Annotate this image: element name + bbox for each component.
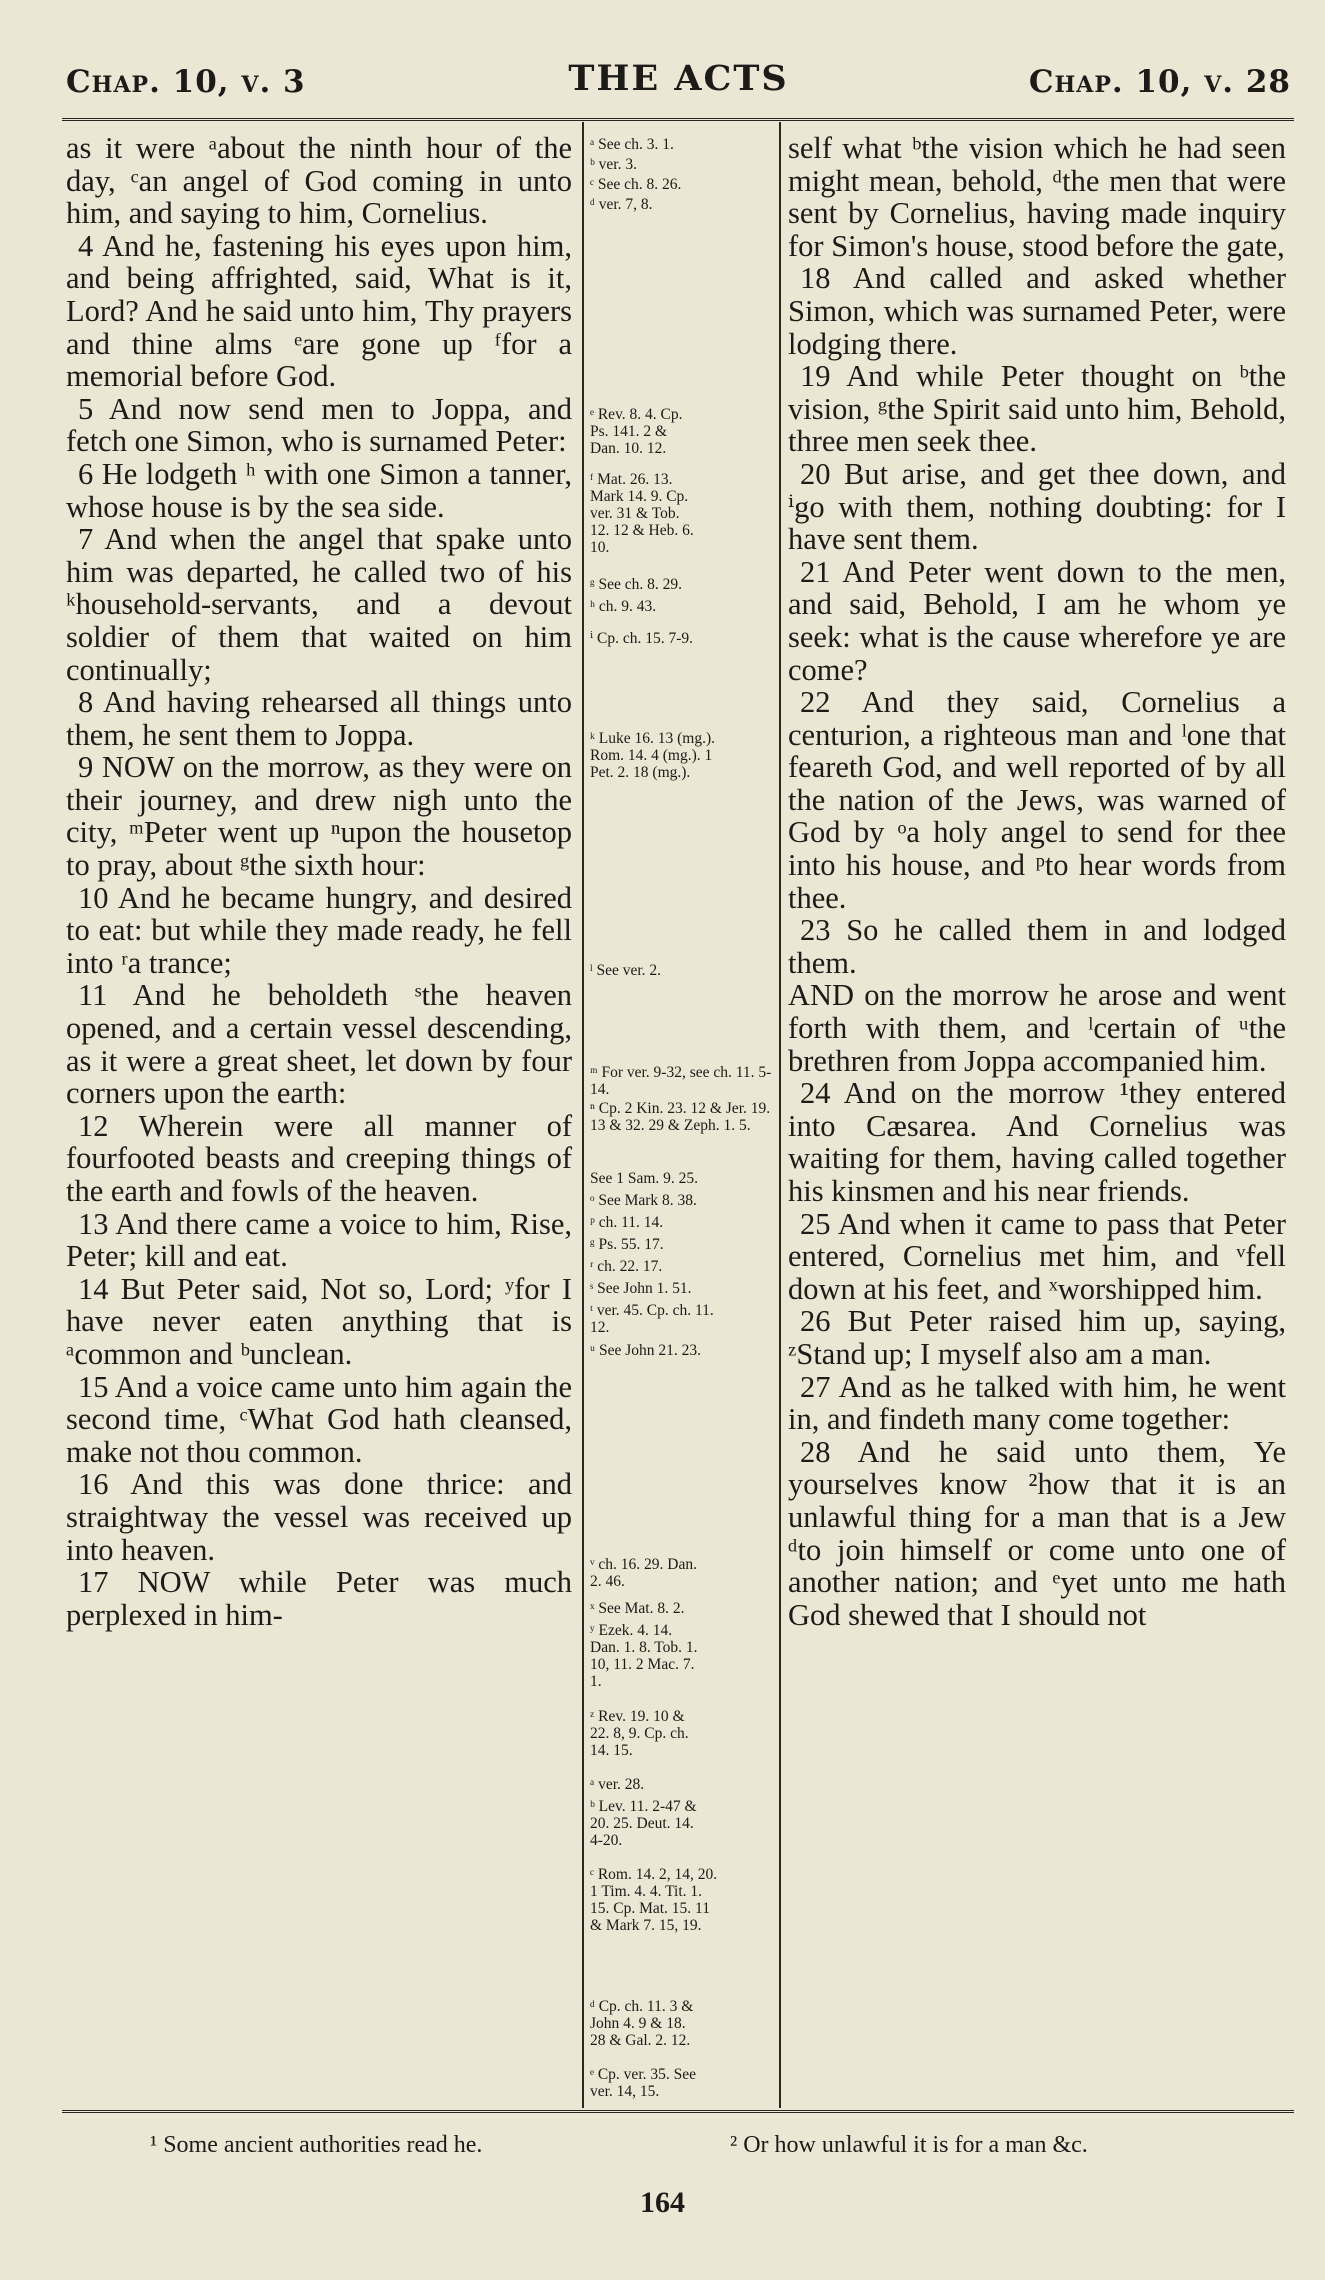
margin-note: ᶜ See ch. 8. 26. [590, 176, 682, 193]
verse-paragraph: 10 And he became hungry, and desired to eat: but while they made ready, he fell into ʳa trance; [66, 880, 572, 980]
footer-rule [62, 2110, 1294, 2113]
verse-paragraph: 14 But Peter said, Not so, Lord; ʸfor I have never eaten anything that is ᵃcommon and ᵇunclean. [66, 1271, 572, 1371]
margin-note: ᵃ See ch. 3. 1. [590, 136, 674, 153]
margin-note: ᵖ ch. 11. 14. [590, 1214, 664, 1231]
verse-paragraph: 19 And while Peter thought on ᵇthe vision, ᵍthe Spirit said unto him, Behold, three men seek thee. [788, 359, 1286, 459]
margin-note: ⁿ Cp. 2 Kin. 23. 12 & Jer. 19. 13 & 32. 29 & Zeph. 1. 5. [590, 1100, 771, 1134]
running-header [66, 58, 1291, 108]
verse-paragraph: 13 And there came a voice to him, Rise, Peter; kill and eat. [66, 1206, 572, 1274]
verse-paragraph: 24 And on the morrow ¹they entered into Cæsarea. And Cornelius was waiting for them, having called together his kinsmen and his near friends. [788, 1076, 1286, 1208]
footnote-2: ² Or how unlawful it is for a man &c. [730, 2132, 1088, 2158]
margin-note: ˡ See ver. 2. [590, 962, 662, 979]
verse-paragraph: 21 And Peter went down to the men, and said, Behold, I am he whom ye seek: what is the cause wherefore ye are come? [788, 554, 1286, 687]
verse-paragraph: 28 And he said unto them, Ye yourselves know ²how that it is an unlawful thing for a man that is a Jew ᵈto join himself or come unto one of another nation; and ᵉyet unto me hath God shewed that I should not [788, 1434, 1286, 1632]
column-divider-left [582, 122, 584, 2108]
verse-paragraph: 20 But arise, and get thee down, and ⁱgo with them, nothing doubting: for I have sent them. [788, 456, 1286, 557]
margin-note: ʰ ch. 9. 43. [590, 598, 657, 615]
margin-note: ᶠ Mat. 26. 13. Mark 14. 9. Cp. ver. 31 & Tob. 12. 12 & Heb. 6. 10. [590, 471, 694, 556]
header-book-title: THE ACTS [568, 58, 789, 99]
verse-paragraph: 7 And when the angel that spake unto him was departed, he called two of his ᵏhousehold-servants, and a devout soldier of them that waited on him continually; [66, 522, 572, 687]
verse-paragraph: 5 And now send men to Joppa, and fetch one Simon, who is surnamed Peter: [66, 391, 572, 459]
verse-paragraph: 25 And when it came to pass that Peter entered, Cornelius met him, and ᵛfell down at his feet, and ˣworshipped him. [788, 1206, 1286, 1306]
left-text-column [66, 132, 572, 1631]
footnote-1: ¹ Some ancient authorities read he. [150, 2132, 483, 2158]
verse-paragraph: 17 NOW while Peter was much perplexed in him- [66, 1565, 572, 1632]
verse-paragraph: 26 But Peter raised him up, saying, ᶻStand up; I myself also am a man. [788, 1304, 1286, 1371]
page-number: 164 [640, 2186, 685, 2219]
verse-paragraph: 6 He lodgeth ʰ with one Simon a tanner, whose house is by the sea side. [66, 456, 572, 524]
margin-note: See 1 Sam. 9. 25. [590, 1170, 699, 1187]
margin-note: ᵈ Cp. ch. 11. 3 & John 4. 9 & 18. 28 & Gal. 2. 12. [590, 1998, 694, 2049]
verse-paragraph: 12 Wherein were all manner of fourfooted beasts and creeping things of the earth and fowls of the heaven. [66, 1108, 572, 1208]
verse-paragraph: 4 And he, fastening his eyes upon him, and being affrighted, said, What is it, Lord? And he said unto him, Thy prayers and thine alms ᵉare gone up ᶠfor a memorial before God. [66, 228, 572, 394]
verse-paragraph: 11 And he beholdeth ˢthe heaven opened, and a certain vessel descending, as it were a great sheet, let down by four corners upon the earth: [66, 978, 572, 1111]
verse-paragraph: 27 And as he talked with him, he went in, and findeth many come together: [788, 1369, 1286, 1437]
margin-note: ᵐ For ver. 9-32, see ch. 11. 5-14. [590, 1064, 772, 1098]
verse-paragraph: 9 NOW on the morrow, as they were on their journey, and drew nigh unto the city, ᵐPeter went up ⁿupon the housetop to pray, about ᵍthe sixth hour: [66, 750, 572, 883]
verse-paragraph: 23 So he called them in and lodged them. [788, 913, 1286, 980]
margin-note: ⁱ Cp. ch. 15. 7-9. [590, 630, 693, 647]
verse-paragraph: 18 And called and asked whether Simon, which was surnamed Peter, were lodging there. [788, 261, 1286, 361]
margin-note: ˢ See John 1. 51. [590, 1280, 692, 1297]
margin-note: ᵏ Luke 16. 13 (mg.). Rom. 14. 4 (mg.). 1 Pet. 2. 18 (mg.). [590, 730, 715, 781]
verse-paragraph: 22 And they said, Cornelius a centurion, a righteous man and ˡone that feareth God, and well reported of by all the nation of the Jews, was warned of God by ᵒa holy angel to send for thee into his house, and ᵖto hear words from thee. [788, 685, 1286, 915]
margin-note: ᵒ See Mark 8. 38. [590, 1192, 697, 1209]
margin-note: ᵈ ver. 7, 8. [590, 196, 653, 213]
verse-paragraph: self what ᵇthe vision which he had seen might mean, behold, ᵈthe men that were sent by Cornelius, having made inquiry for Simon's house, stood before the gate, [788, 131, 1286, 263]
margin-note: ᵍ Ps. 55. 17. [590, 1236, 664, 1253]
margin-note: ᵗ ver. 45. Cp. ch. 11. 12. [590, 1302, 714, 1336]
right-text-column [788, 132, 1286, 1631]
margin-note: ᶻ Rev. 19. 10 & 22. 8, 9. Cp. ch. 14. 15. [590, 1708, 689, 1759]
margin-note: ᵉ Rev. 8. 4. Cp. Ps. 141. 2 & Dan. 10. 12. [590, 406, 683, 457]
verse-paragraph: 16 And this was done thrice: and straightway the vessel was received up into heaven. [66, 1467, 572, 1567]
margin-note: ᵉ Cp. ver. 35. See ver. 14, 15. [590, 2066, 697, 2100]
verse-paragraph: 15 And a voice came unto him again the second time, ᶜWhat God hath cleansed, make not thou common. [66, 1369, 572, 1469]
margin-note: ᵃ ver. 28. [590, 1776, 645, 1793]
verse-paragraph: 8 And having rehearsed all things unto them, he sent them to Joppa. [66, 685, 572, 752]
verse-paragraph: as it were ᵃabout the ninth hour of the day, ᶜan angel of God coming in unto him, and saying to him, Cornelius. [66, 131, 572, 231]
margin-note: ᶜ Rom. 14. 2, 14, 20. 1 Tim. 4. 4. Tit. 1. 15. Cp. Mat. 15. 11 & Mark 7. 15, 19. [590, 1866, 718, 1934]
margin-note: ᵇ Lev. 11. 2-47 & 20. 25. Deut. 14. 4-20. [590, 1798, 697, 1849]
header-chapter-end: Chap. 10, v. 28 [1028, 64, 1291, 100]
margin-note: ᵇ ver. 3. [590, 156, 637, 173]
margin-note: ᵘ See John 21. 23. [590, 1342, 701, 1359]
header-chapter-start: Chap. 10, v. 3 [66, 64, 306, 100]
margin-note: ᵍ See ch. 8. 29. [590, 576, 683, 593]
verse-paragraph: AND on the morrow he arose and went forth with them, and ˡcertain of ᵘthe brethren from Joppa accompanied him. [788, 978, 1286, 1078]
margin-note: ᵛ ch. 16. 29. Dan. 2. 46. [590, 1556, 698, 1590]
margin-note: ʸ Ezek. 4. 14. Dan. 1. 8. Tob. 1. 10, 11. 2 Mac. 7. 1. [590, 1622, 698, 1690]
margin-note: ʳ ch. 22. 17. [590, 1258, 663, 1275]
header-rule [62, 118, 1294, 121]
margin-note: ˣ See Mat. 8. 2. [590, 1600, 685, 1617]
